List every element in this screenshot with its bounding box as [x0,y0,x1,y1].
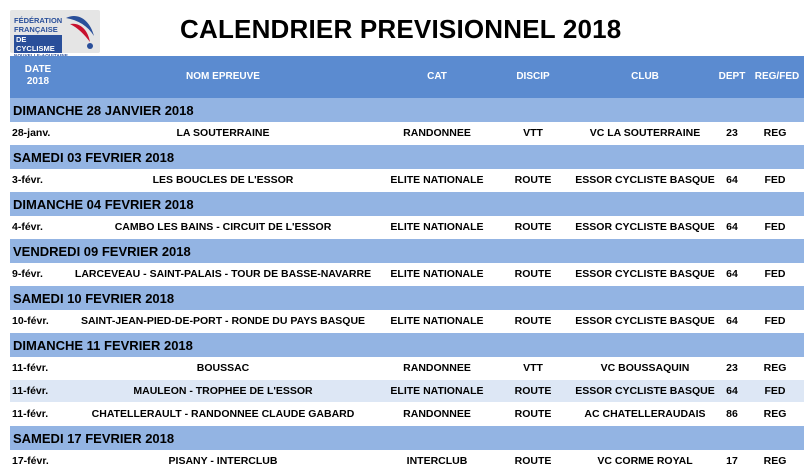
event-name: CAMBO LES BAINS - CIRCUIT DE L'ESSOR [114,221,332,233]
event-name: LA SOUTERRAINE [176,127,270,139]
event-club: ESSOR CYCLISTE BASQUE [575,315,715,327]
event-name: LARCEVEAU - SAINT-PALAIS - TOUR DE BASSE-NAVARRE [74,268,372,280]
event-date: 11-févr. [12,385,49,397]
col-date-line2: 2018 [26,76,50,87]
event-level: REG [763,127,787,139]
event-name: CHATELLERAULT - RANDONNEE CLAUDE GABARD [91,408,355,420]
col-date-header [12,64,64,88]
date-section-label: DIMANCHE 11 FEVRIER 2018 [13,338,193,353]
event-discipline: ROUTE [514,385,552,397]
date-section-header [10,333,804,357]
date-section-header [10,145,804,169]
event-date: 11-févr. [12,362,49,374]
event-category: RANDONNEE [403,362,471,374]
event-date: 10-févr. [12,315,49,327]
table-header [10,56,804,98]
event-date: 9-févr. [12,268,43,280]
logo-line-3: DE CYCLISME [14,35,62,53]
event-discipline: ROUTE [514,408,552,420]
table-row [10,169,804,191]
event-date: 3-févr. [12,174,43,186]
table-row [10,122,804,144]
event-level: REG [763,455,787,467]
event-club: AC CHATELLERAUDAIS [584,408,706,420]
event-name: PISANY - INTERCLUB [168,455,278,467]
event-department: 64 [726,385,738,397]
event-level: FED [764,315,786,327]
event-department: 64 [726,174,738,186]
date-section-header [10,192,804,216]
col-name-header: NOM EPREUVE [186,71,260,82]
event-department: 64 [726,221,738,233]
event-category: INTERCLUB [406,455,468,467]
table-row [10,310,804,332]
table-row [10,380,804,402]
event-department: 23 [726,127,738,139]
col-club-header: CLUB [631,71,659,82]
date-section-label: VENDREDI 09 FEVRIER 2018 [13,244,191,259]
table-row [10,450,804,472]
event-category: ELITE NATIONALE [390,385,484,397]
event-level: REG [763,362,787,374]
date-section-header [10,286,804,310]
event-discipline: VTT [523,362,543,374]
event-department: 64 [726,315,738,327]
date-section-label: DIMANCHE 04 FEVRIER 2018 [13,197,194,212]
table-row [10,357,804,379]
date-section-header [10,98,804,122]
page-title: CALENDRIER PREVISIONNEL 2018 [180,14,622,44]
event-club: ESSOR CYCLISTE BASQUE [575,221,715,233]
col-discip-header: DISCIP [516,71,550,82]
event-category: RANDONNEE [403,408,471,420]
event-level: FED [764,221,786,233]
event-level: REG [763,408,787,420]
logo-line-2: FRANÇAISE [14,25,58,34]
date-section-label: SAMEDI 10 FEVRIER 2018 [13,291,175,306]
event-discipline: VTT [523,127,543,139]
event-category: ELITE NATIONALE [390,174,484,186]
event-name: SAINT-JEAN-PIED-DE-PORT - RONDE DU PAYS BASQUE [80,315,366,327]
event-level: FED [764,268,786,280]
event-name: BOUSSAC [196,362,250,374]
event-club: ESSOR CYCLISTE BASQUE [575,268,715,280]
event-category: ELITE NATIONALE [390,268,484,280]
event-department: 64 [726,268,738,280]
event-level: FED [764,174,786,186]
event-date: 17-févr. [12,455,49,467]
cyclist-swoosh-icon [60,10,100,53]
event-club: VC BOUSSAQUIN [600,362,690,374]
event-department: 17 [726,455,738,467]
event-discipline: ROUTE [514,455,552,467]
event-club: VC LA SOUTERRAINE [589,127,701,139]
event-discipline: ROUTE [514,268,552,280]
logo-line-1: FÉDÉRATION [14,16,63,25]
col-reg-header: REG/FED [754,71,800,82]
event-club: VC CORME ROYAL [597,455,693,467]
date-section-header [10,426,804,450]
event-department: 86 [726,408,738,420]
event-name: LES BOUCLES DE L'ESSOR [152,174,294,186]
event-club: ESSOR CYCLISTE BASQUE [575,174,715,186]
date-section-label: SAMEDI 03 FEVRIER 2018 [13,150,175,165]
event-date: 28-janv. [12,127,51,139]
event-category: ELITE NATIONALE [390,315,484,327]
col-cat-header: CAT [427,71,447,82]
table-row [10,263,804,285]
col-dept-header: DEPT [718,71,746,82]
date-section-label: SAMEDI 17 FEVRIER 2018 [13,431,175,446]
date-section-header [10,239,804,263]
event-category: RANDONNEE [403,127,471,139]
col-date-line1: DATE [24,64,52,75]
table-row [10,403,804,425]
event-department: 23 [726,362,738,374]
date-section-label: DIMANCHE 28 JANVIER 2018 [13,103,194,118]
event-discipline: ROUTE [514,221,552,233]
event-category: ELITE NATIONALE [390,221,484,233]
event-discipline: ROUTE [514,315,552,327]
event-date: 4-févr. [12,221,43,233]
page-header [0,0,804,55]
table-row [10,216,804,238]
ffc-logo [10,10,100,53]
event-discipline: ROUTE [514,174,552,186]
event-name: MAULEON - TROPHEE DE L'ESSOR [133,385,313,397]
event-club: ESSOR CYCLISTE BASQUE [575,385,715,397]
event-level: FED [764,385,786,397]
event-date: 11-févr. [12,408,49,420]
